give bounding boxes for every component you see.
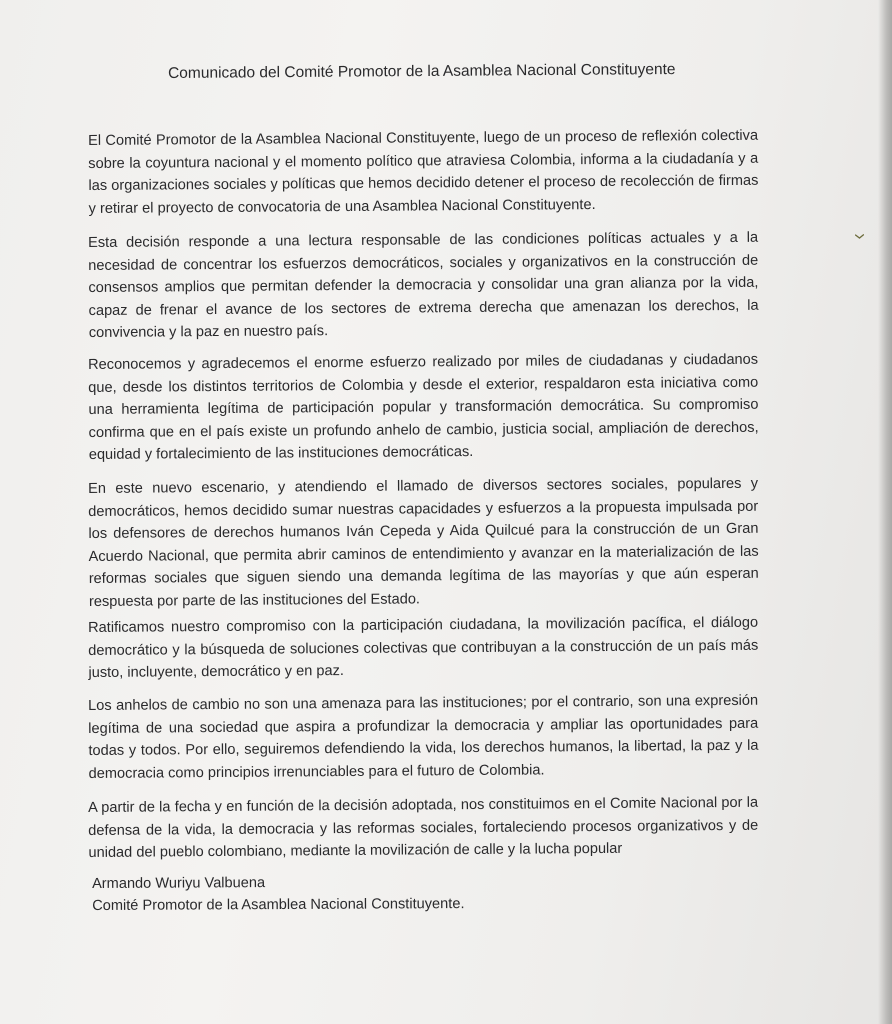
page-edge-shadow <box>878 0 892 1024</box>
signatory-role: Comité Promotor de la Asamblea Nacional Constituyente. <box>92 896 465 914</box>
signature-block <box>92 871 465 917</box>
signatory-name: Armando Wuriyu Valbuena <box>92 875 266 892</box>
paragraph-3: Reconocemos y agradecemos el enorme esfuerzo realizado por miles de ciudadanas y ciudadanos que, desde los distintos territorios de Colombia y desde el exterior, respaldaron esta iniciativa como una herramienta legítima de participación popular y transformación democrática. Su compromiso confirma que en el país existe un profundo anhelo de cambio, justicia social, ampliación de derechos, equidad y fortalecimiento de las instituciones democráticas. <box>88 351 759 463</box>
paragraph-7: A partir de la fecha y en función de la decisión adoptada, nos constituimos en el Comite Nacional por la defensa de la vida, la democracia y las reformas sociales, fortaleciendo procesos organizativos y de unidad del pueblo colombiano, mediante la movilización de calle y la lucha popular <box>88 794 759 861</box>
paragraph-4: En este nuevo escenario, y atendiendo el llamado de diversos sectores sociales, populares y democráticos, hemos decidido sumar nuestras capacidades y esfuerzos a la propuesta impulsada por los defensores de derechos humanos Iván Cepeda y Aida Quilcué para la construcción de un Gran Acuerdo Nacional, que permita abrir caminos de entendimiento y avanzar en la materialización de las reformas sociales que siguen siendo una demanda legítima de las mayorías y que aún esperan respuesta por parte de las instituciones del Estado. <box>88 475 759 610</box>
paragraph-2: Esta decisión responde a una lectura responsable de las condiciones políticas actuales y a la necesidad de concentrar los esfuerzos democráticos, sociales y organizativos en la construcción de consensos amplios que permitan defender la democracia y consolidar una gran alianza por la vida, capaz de frenar el avance de los sectores de extrema derecha que amenazan los derechos, la convivencia y la paz en nuestro país. <box>88 229 759 341</box>
pen-mark-icon <box>855 234 864 239</box>
document-title: Comunicado del Comité Promotor de la Asamblea Nacional Constituyente <box>168 61 676 82</box>
paragraph-1: El Comité Promotor de la Asamblea Nacional Constituyente, luego de un proceso de reflexión colectiva sobre la coyuntura nacional y el momento político que atraviesa Colombia, informa a la ciudadanía y a las organizaciones sociales y políticas que hemos decidido detener el proceso de recolección de firmas y retirar el proyecto de convocatoria de una Asamblea Nacional Constituyente. <box>88 127 759 217</box>
paragraph-5: Ratificamos nuestro compromiso con la participación ciudadana, la movilización pacífica, el diálogo democrático y la búsqueda de soluciones colectivas que contribuyan a la construcción de un país más justo, incluyente, democrático y en paz. <box>88 614 759 681</box>
paragraph-6: Los anhelos de cambio no son una amenaza para las instituciones; por el contrario, son una expresión legítima de una sociedad que aspira a profundizar la democracia y ampliar las oportunidades para todas y todos. Por ello, seguiremos defendiendo la vida, los derechos humanos, la libertad, la paz y la democracia como principios irrenunciables para el futuro de Colombia. <box>88 692 759 782</box>
